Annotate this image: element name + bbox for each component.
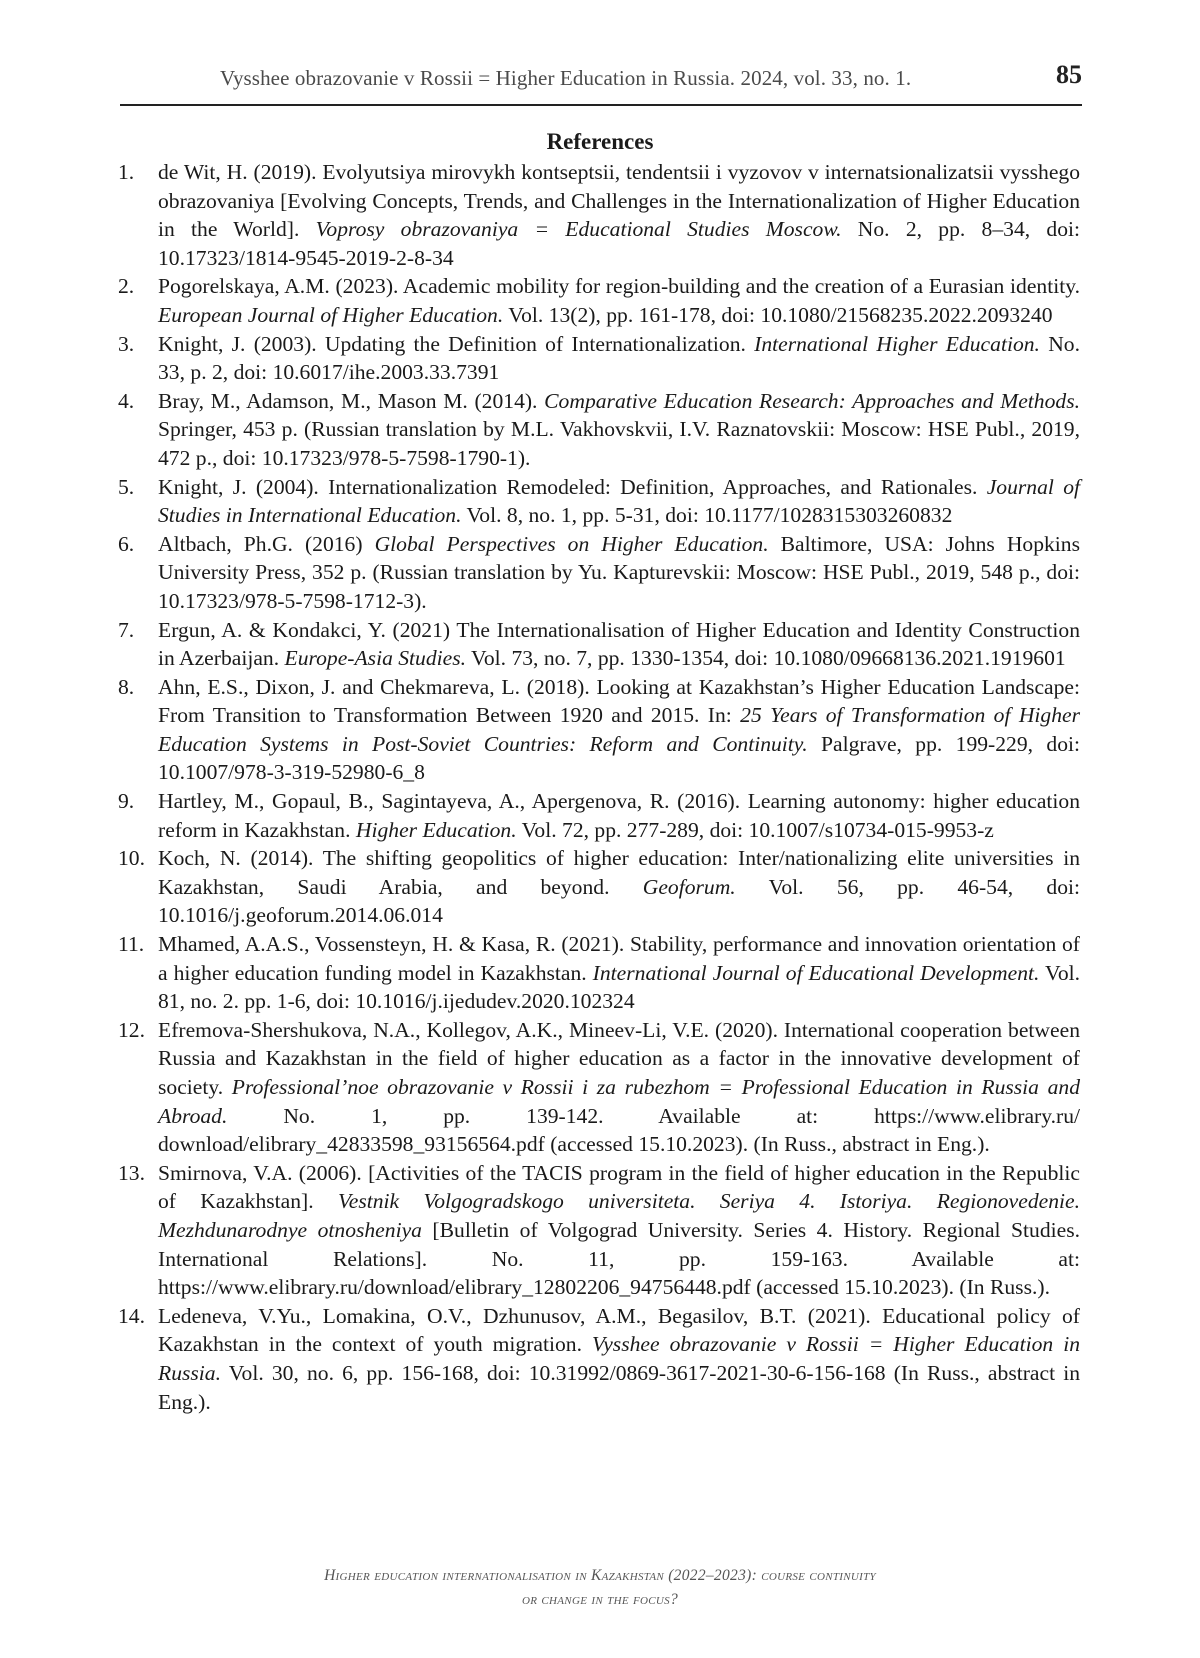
reference-item: [118, 530, 1080, 616]
reference-details: Vol. 30, no. 6, pp. 156-168, doi: 10.31992/0869-3617-2021-30-6-156-168 (In Russ., abstract in Eng.).: [158, 1360, 1080, 1414]
reference-source-title: Higher Education.: [355, 817, 517, 842]
reference-text: Koch, N. (2014). The shifting geopolitics of higher education: Inter/nationalizing elite universities in Kazakhstan, Saudi Arabia, and beyond.: [158, 846, 1080, 899]
reference-details: Vol. 56, pp. 46-54, doi: 10.1016/j.geoforum.2014.06.014: [158, 874, 1080, 928]
reference-number: 10.: [118, 846, 145, 871]
reference-details: Vol. 81, no. 2. pp. 1-6, doi: 10.1016/j.ijedudev.2020.102324: [158, 960, 1081, 1014]
reference-text: Smirnova, V.A. (2006). [Activities of the TACIS program in the field of higher education in the Republic of Kazakhstan].: [158, 1160, 1080, 1214]
reference-number: 5.: [118, 474, 135, 499]
reference-details: Vol. 72, pp. 277-289, doi: 10.1007/s10734-015-9953-z: [516, 817, 994, 842]
running-footer: [0, 1564, 1200, 1612]
reference-number: 1.: [118, 160, 135, 184]
reference-source-title: Global Perspectives on Higher Education.: [374, 531, 769, 556]
reference-number: 11.: [118, 932, 145, 957]
reference-source-title: Europe-Asia Studies.: [284, 646, 467, 671]
section-title: References: [546, 129, 654, 154]
reference-text: Knight, J. (2004). Internationalization Remodeled: Definition, Approaches, and Rationales.: [158, 474, 987, 499]
reference-number: 14.: [118, 1303, 145, 1328]
reference-number: 7.: [118, 617, 135, 642]
reference-item: [118, 1159, 1080, 1302]
reference-source-title: European Journal of Higher Education.: [158, 302, 504, 327]
reference-item: [118, 1016, 1080, 1159]
reference-item: [118, 1302, 1080, 1416]
reference-number: 13.: [118, 1160, 145, 1185]
reference-item: [118, 473, 1080, 530]
reference-source-title: Professional’noe obrazovanie v Rossii i za rubezhom = Professional Education in Russia and Abroad.: [158, 1075, 1080, 1128]
reference-text: Ergun, A. & Kondakci, Y. (2021) The Internationalisation of Higher Education and Identity Construction in Azerbaijan.: [158, 617, 1080, 671]
page-number: 85: [1056, 60, 1082, 89]
reference-item: [118, 673, 1080, 787]
reference-item: [118, 844, 1080, 930]
reference-item: [118, 787, 1080, 844]
reference-source-title: International Journal of Educational Development.: [592, 960, 1040, 985]
reference-source-title: Geoforum.: [642, 874, 736, 899]
reference-number: 6.: [118, 531, 135, 556]
running-header: [120, 58, 1082, 106]
reference-source-title: Journal of Studies in International Education.: [158, 474, 1080, 528]
reference-details: Baltimore, USA: Johns Hopkins University Press, 352 p. (Russian translation by Yu. Kapturevskii: Moscow: HSE Publ., 2019, 548 p., doi: 10.17323/978-5-7598-1712-3).: [158, 531, 1081, 613]
reference-item: [118, 387, 1080, 473]
reference-text: Hartley, M., Gopaul, B., Sagintayeva, A., Apergenova, R. (2016). Learning autonomy: higher education reform in Kazakhstan.: [158, 789, 1080, 842]
reference-details: [Bulletin of Volgograd University. Series 4. History. Regional Studies. International Relations]. No. 11, pp. 159-163. Available at: https://www.elibrary.ru/download/elibrary_12802206_94756448.pdf (accessed 15.10.2023). (In Russ.).: [158, 1217, 1081, 1300]
reference-text: Efremova-Shershukova, N.A., Kollegov, A.K., Mineev-Li, V.E. (2020). International cooperation between Russia and Kazakhstan in the field of higher education as a factor in the innovative development of society.: [158, 1017, 1080, 1099]
reference-item: [118, 930, 1080, 1016]
reference-number: 2.: [118, 274, 135, 299]
header-rule: [120, 104, 1082, 106]
reference-number: 3.: [118, 331, 135, 356]
reference-text: Ahn, E.S., Dixon, J. and Chekmareva, L. (2018). Looking at Kazakhstan’s Higher Education Landscape: From Transition to Transformation Between 1920 and 2015. In:: [158, 674, 1080, 728]
reference-details: No. 2, pp. 8–34, doi: 10.17323/1814-9545-2019-2-8-34: [158, 217, 1081, 270]
reference-item: [118, 158, 1080, 272]
reference-number: 4.: [118, 388, 135, 413]
reference-source-title: Comparative Education Research: Approaches and Methods.: [544, 388, 1080, 413]
reference-number: 8.: [118, 674, 135, 699]
reference-details: Vol. 13(2), pp. 161-178, doi: 10.1080/21568235.2022.2093240: [503, 302, 1053, 327]
reference-details: Springer, 453 p. (Russian translation by M.L. Vakhovskvii, I.V. Raznatovskii: Moscow: HSE Publ., 2019, 472 p., doi: 10.17323/978-5-7598-1790-1).: [158, 417, 1080, 470]
reference-number: 9.: [118, 789, 135, 814]
reference-text: Knight, J. (2003). Updating the Definition of Internationalization.: [158, 331, 755, 356]
reference-number: 12.: [118, 1017, 145, 1042]
reference-list: [118, 158, 1080, 1416]
reference-item: [118, 330, 1080, 387]
reference-text: Ledeneva, V.Yu., Lomakina, O.V., Dzhunusov, A.M., Begasilov, B.T. (2021). Educational policy of Kazakhstan in the context of youth migration.: [158, 1303, 1080, 1357]
reference-text: Altbach, Ph.G. (2016): [158, 531, 375, 556]
reference-source-title: International Higher Education.: [754, 331, 1040, 356]
footer-line-2: or change in the focus?: [521, 1591, 679, 1608]
reference-source-title: Voprosy obrazovaniya = Educational Studies Moscow.: [315, 217, 842, 242]
reference-details: Vol. 73, no. 7, pp. 1330-1354, doi: 10.1080/09668136.2021.1919601: [466, 646, 1066, 671]
reference-item: [118, 616, 1080, 673]
reference-details: Vol. 8, no. 1, pp. 5-31, doi: 10.1177/1028315303260832: [461, 503, 953, 528]
reference-source-title: Vysshee obrazovanie v Rossii = Higher Education in Russia.: [158, 1332, 1080, 1385]
reference-text: Bray, M., Adamson, M., Mason M. (2014).: [158, 388, 545, 413]
reference-details: No. 33, p. 2, doi: 10.6017/ihe.2003.33.7391: [158, 331, 1080, 385]
running-title: Vysshee obrazovanie v Rossii = Higher Education in Russia. 2024, vol. 33, no. 1.: [220, 66, 912, 90]
reference-source-title: 25 Years of Transformation of Higher Education Systems in Post-Soviet Countries: Reform and Continuity.: [158, 703, 1080, 756]
footer-line-1: Higher education internationalisation in Kazakhstan (2022–2023): course continuity: [324, 1567, 876, 1584]
reference-item: [118, 272, 1080, 329]
reference-details: No. 1, pp. 139-142. Available at: https://www.elibrary.ru/ download/elibrary_42833598_93156564.pdf (accessed 15.10.2023). (In Russ., abstract in Eng.).: [158, 1103, 1080, 1157]
reference-details: Palgrave, pp. 199-229, doi: 10.1007/978-3-319-52980-6_8: [158, 731, 1081, 785]
reference-text: de Wit, H. (2019). Evolyutsiya mirovykh kontseptsii, tendentsii i vyzovov v internatsionalizatsii vysshego obrazovaniya [Evolving Concepts, Trends, and Challenges in the Internationalization of Higher Education in the World].: [158, 160, 1080, 242]
reference-text: Mhamed, A.A.S., Vossensteyn, H. & Kasa, R. (2021). Stability, performance and innovation orientation of a higher education funding model in Kazakhstan.: [158, 932, 1080, 985]
reference-text: Pogorelskaya, A.M. (2023). Academic mobility for region-building and the creation of a Eurasian identity.: [158, 274, 1080, 299]
reference-source-title: Vestnik Volgogradskogo universiteta. Seriya 4. Istoriya. Regionovedenie. Mezhdunarodnye otnosheniya: [158, 1189, 1080, 1242]
